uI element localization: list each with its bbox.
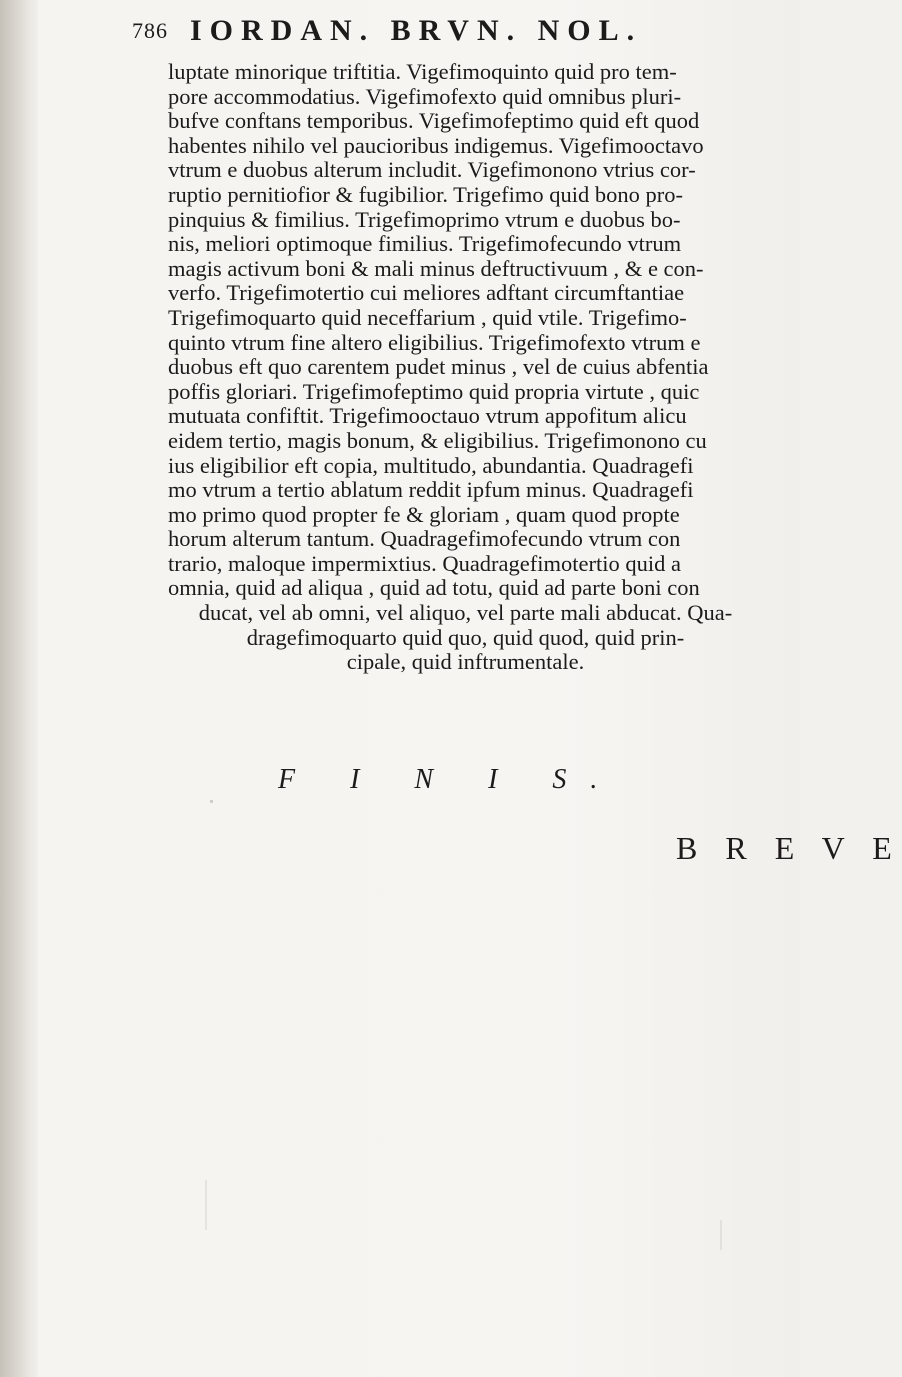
- text-line: verfo. Trigefimotertio cui meliores adftant circumftantiae: [168, 280, 685, 306]
- paper-speck: [560, 640, 562, 642]
- text-line: cipale, quid inftrumentale.: [346, 649, 585, 675]
- text-line: trario, maloque impermixtius. Quadragefimotertio quid a: [168, 550, 681, 576]
- running-head: IORDAN. BRVN. NOL.: [190, 14, 643, 47]
- text-line: nis, meliori optimoque fimilius. Trigefimofecundo vtrum: [168, 231, 682, 257]
- text-line: bufve conftans temporibus. Vigefimofeptimo quid eft quod: [168, 108, 700, 134]
- paper-speck: [210, 800, 213, 803]
- paper-speck: [720, 1220, 722, 1250]
- text-line: duobus eft quo carentem pudet minus , vel de cuius abfentia: [168, 354, 709, 380]
- page-number: 786: [132, 18, 168, 43]
- binding-shadow: [0, 0, 38, 1377]
- page-header: [132, 14, 792, 54]
- text-line: eidem tertio, magis bonum, & eligibilius. Trigefimonono cu: [168, 427, 707, 453]
- text-line: mo vtrum a tertio ablatum reddit ipfum minus. Quadragefi: [168, 477, 694, 503]
- text-line: poffis gloriari. Trigefimofeptimo quid propria virtute , quic: [168, 378, 700, 404]
- catchword: B R E V E: [676, 830, 902, 866]
- text-line: pinquius & fimilius. Trigefimoprimo vtrum e duobus bo-: [168, 206, 681, 232]
- text-line: magis activum boni & mali minus deftructivuum , & e con-: [168, 255, 704, 281]
- paper-speck: [205, 1180, 207, 1230]
- text-line: vtrum e duobus alterum includit. Vigefimonono vtrius cor-: [168, 157, 696, 183]
- text-line: ruptio pernitiofior & fugibilior. Trigefimo quid bono pro-: [168, 181, 683, 207]
- finis-colophon: F I N I S.: [278, 764, 622, 795]
- text-line: mutuata confiftit. Trigefimooctauo vtrum appofitum alicu: [168, 403, 687, 429]
- text-line: ducat, vel ab omni, vel aliquo, vel parte mali abducat. Qua-: [198, 600, 733, 626]
- text-line: ius eligibilior eft copia, multitudo, abundantia. Quadragefi: [168, 452, 694, 478]
- text-line: horum alterum tantum. Quadragefimofecundo vtrum con: [168, 526, 681, 552]
- body-text: [168, 60, 798, 675]
- text-line: quinto vtrum fine altero eligibilius. Trigefimofexto vtrum e: [168, 329, 701, 355]
- text-line: pore accommodatius. Vigefimofexto quid omnibus pluri-: [168, 83, 682, 109]
- text-line: omnia, quid ad aliqua , quid ad totu, quid ad parte boni con: [168, 575, 700, 601]
- text-line: mo primo quod propter fe & gloriam , quam quod propte: [168, 501, 680, 527]
- text-line: Trigefimoquarto quid neceffarium , quid vtile. Trigefimo-: [168, 304, 687, 330]
- text-line: luptate minorique triftitia. Vigefimoquinto quid pro tem-: [168, 59, 677, 84]
- text-line: dragefimoquarto quid quo, quid quod, quid prin-: [246, 624, 685, 650]
- text-line: habentes nihilo vel paucioribus indigemus. Vigefimooctavo: [168, 132, 704, 158]
